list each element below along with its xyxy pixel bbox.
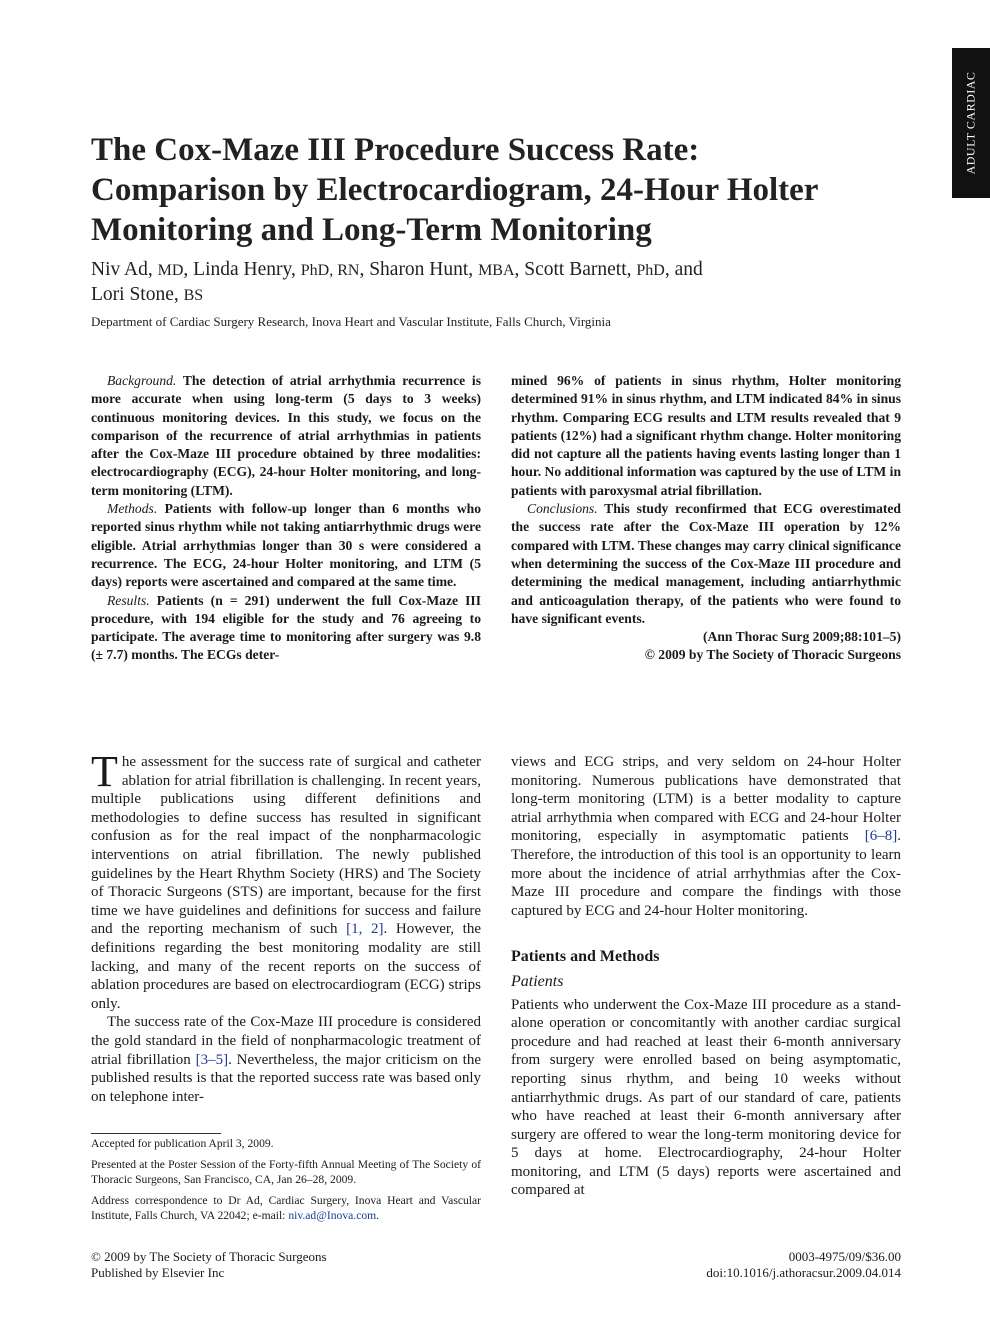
body-paragraph xyxy=(91,747,481,1013)
footnote-presented: Presented at the Poster Session of the Forty-fifth Annual Meeting of The Society of Thoracic Surgeons, San Francisco, CA, Jan 26–28, 2009. xyxy=(91,1157,481,1186)
abstract-text: This study reconfirmed that ECG overestimated the success rate after the Cox-Maze III operation by 12% compared with LTM. These changes may carry clinical significance when determining the success of the Cox-Maze III procedure and determining the medical management, including antiarrhythmic and anticoagulation therapy, of the patients who were found to have significant events. xyxy=(511,501,901,626)
title-line: Monitoring and Long-Term Monitoring xyxy=(91,212,652,248)
paragraph-text: he assessment for the success rate of surgical and catheter ablation for atrial fibrillation is challenging. In recent years, multiple publications using different definitions and methodologies to define success has resulted in significant confusion as for the real impact of the nonpharmacologic interventions on atrial fibrillation. The newly published guidelines by the Heart Rhythm Society (HRS) and The Society of Thoracic Surgeons (STS) are important, because for the first time we have guidelines and definitions for success and failure and the reporting mechanism of such xyxy=(91,754,481,938)
abstract-background xyxy=(91,372,481,500)
abstract-label: Conclusions. xyxy=(527,501,598,517)
abstract-text: The detection of atrial arrhythmia recurrence is more accurate when using long-term (5 days to 3 weeks) continuous monitoring devices. In this study, we focus on the comparison of the recurrence of atrial arrhythmias in patients after the Cox-Maze III procedure obtained by three modalities: electrocardiography (ECG), 24-hour Holter monitoring, and long-term monitoring (LTM). xyxy=(91,373,481,498)
paragraph-text: The success rate of the Cox-Maze III procedure is considered the gold standard in the field of nonpharmacologic treatment of atrial fibrillation xyxy=(91,1014,481,1068)
footer-right xyxy=(560,1249,901,1281)
author-name: , Linda Henry, xyxy=(183,259,301,280)
author-name: Lori Stone, xyxy=(91,284,184,305)
section-heading: Patients and Methods xyxy=(511,948,660,966)
footer-issn: 0003-4975/09/$36.00 xyxy=(788,1249,901,1264)
author-name: , Scott Barnett, xyxy=(514,259,637,280)
citation: (Ann Thorac Surg 2009;88:101–5) xyxy=(703,629,901,645)
abstract-text: Patients with follow-up longer than 6 months who reported sinus rhythm while not taking antiarrhythmic drugs were eligible. Atrial arrhythmias longer than 30 s were considered a recurrence. The ECG, 24-hour Holter monitoring, and LTM (5 days) reports were ascertained and compared at the same time. xyxy=(91,501,481,590)
body-right-column xyxy=(511,753,901,1200)
abstract-label: Results. xyxy=(107,592,150,608)
body-paragraph: Patients who underwent the Cox-Maze III procedure as a stand-alone operation or concomitantly with another cardiac surgical procedure and had reached at least their 6-month anniversary from surgery were enrolled based on being asymptomatic, reporting sinus rhythm, and being 10 weeks without antiarrhythmic drugs. As part of our standard of care, patients who have reached at least their 6-month anniversary after surgery are offered to wear the long-term monitoring device for 5 days at home. Electrocardiography, 24-hour Holter monitoring, and LTM (5 days) reports were ascertained and compared at xyxy=(511,996,901,1199)
author-degree: MD xyxy=(157,262,184,279)
title-line: Comparison by Electrocardiogram, 24-Hour Holter xyxy=(91,172,819,208)
footnotes xyxy=(91,1136,481,1229)
abstract-results-continued: mined 96% of patients in sinus rhythm, Holter monitoring determined 91% in sinus rhythm, and LTM indicated 84% in sinus rhythm. Comparing ECG results and LTM results revealed that 9 patients (12%) had a significant rhythm change. Holter monitoring did not capture all the patients having events lasting longer than 1 hour. No additional information was captured by the use of LTM in patients with paroxysmal atrial fibrillation. xyxy=(511,373,902,498)
footnote-address xyxy=(91,1193,481,1224)
abstract-methods xyxy=(91,500,481,591)
abstract-copyright: © 2009 by The Society of Thoracic Surgeons xyxy=(644,647,901,663)
drop-cap: T xyxy=(91,747,118,796)
title-line: The Cox-Maze III Procedure Success Rate: xyxy=(91,132,700,168)
paragraph-text: views and ECG strips, and very seldom on 24-hour Holter monitoring. Numerous publications have demonstrated that long-term monitoring (LTM) is a better modality to capture atrial arrhythmia when compared with ECG and 24-hour Holter monitoring, especially in asymptomatic patients xyxy=(511,754,901,845)
reference-link[interactable]: [3–5] xyxy=(195,1051,229,1068)
body-paragraph xyxy=(511,753,901,920)
footer-copyright: © 2009 by The Society of Thoracic Surgeons xyxy=(91,1249,327,1264)
abstract-results xyxy=(91,592,481,665)
footer-publisher: Published by Elsevier Inc xyxy=(91,1265,225,1280)
body-left-column xyxy=(91,747,481,1106)
footnote-divider xyxy=(91,1133,221,1134)
reference-link[interactable]: [1, 2] xyxy=(346,921,384,938)
abstract-left-column xyxy=(91,372,481,665)
author-degree: MBA xyxy=(478,262,515,279)
author-name: , and xyxy=(664,259,703,280)
section-tab xyxy=(952,48,990,198)
abstract-label: Background. xyxy=(107,373,177,388)
email-link[interactable]: niv.ad@Inova.com xyxy=(288,1209,377,1222)
author-name: Niv Ad, xyxy=(91,259,158,280)
footer-left xyxy=(91,1249,491,1281)
paragraph-text: . However, the definitions regarding the best monitoring modality are still lacking, and many of the recent reports on the success of ablation procedures are based on electrocardiogram (ECG) strips only. xyxy=(91,921,481,1012)
author-degree: PhD xyxy=(636,262,665,279)
body-paragraph xyxy=(91,1013,481,1106)
author-degree: BS xyxy=(183,287,204,304)
subsection-heading: Patients xyxy=(511,972,564,990)
author-list xyxy=(91,258,891,308)
footnote-text: Address correspondence to Dr Ad, Cardiac Surgery, Inova Heart and Vascular Institute, Falls Church, VA 22042; e-mail: xyxy=(91,1193,481,1222)
footnote-text: . xyxy=(376,1209,380,1222)
footnote-accepted: Accepted for publication April 3, 2009. xyxy=(91,1137,274,1150)
footer-doi: doi:10.1016/j.athoracsur.2009.04.014 xyxy=(706,1265,901,1280)
affiliation: Department of Cardiac Surgery Research, Inova Heart and Vascular Institute, Falls Church, Virginia xyxy=(91,314,611,329)
author-degree: PhD, RN xyxy=(300,262,360,279)
abstract-text: Patients (n = 291) underwent the full Cox-Maze III procedure, with 194 eligible for the study and 76 agreeing to participate. The average time to monitoring after surgery was 9.8 (± 7.7) months. The ECGs deter- xyxy=(91,592,481,663)
paragraph-text: . Nevertheless, the major criticism on the published results is that the reported success rate was based only on telephone inter- xyxy=(91,1051,481,1105)
paragraph-text: . Therefore, the introduction of this tool is an opportunity to learn more about the incidence of atrial arrhythmias after the Cox-Maze III procedure and compare the findings with those captured by ECG and 24-hour Holter monitoring. xyxy=(511,828,901,919)
abstract-right-column xyxy=(511,372,901,665)
abstract-conclusions xyxy=(511,500,901,628)
abstract-label: Methods. xyxy=(107,501,158,517)
reference-link[interactable]: [6–8] xyxy=(864,828,898,845)
author-name: , Sharon Hunt, xyxy=(359,259,479,280)
article-title xyxy=(91,130,911,250)
section-tab-label: ADULT CARDIAC xyxy=(963,71,978,175)
